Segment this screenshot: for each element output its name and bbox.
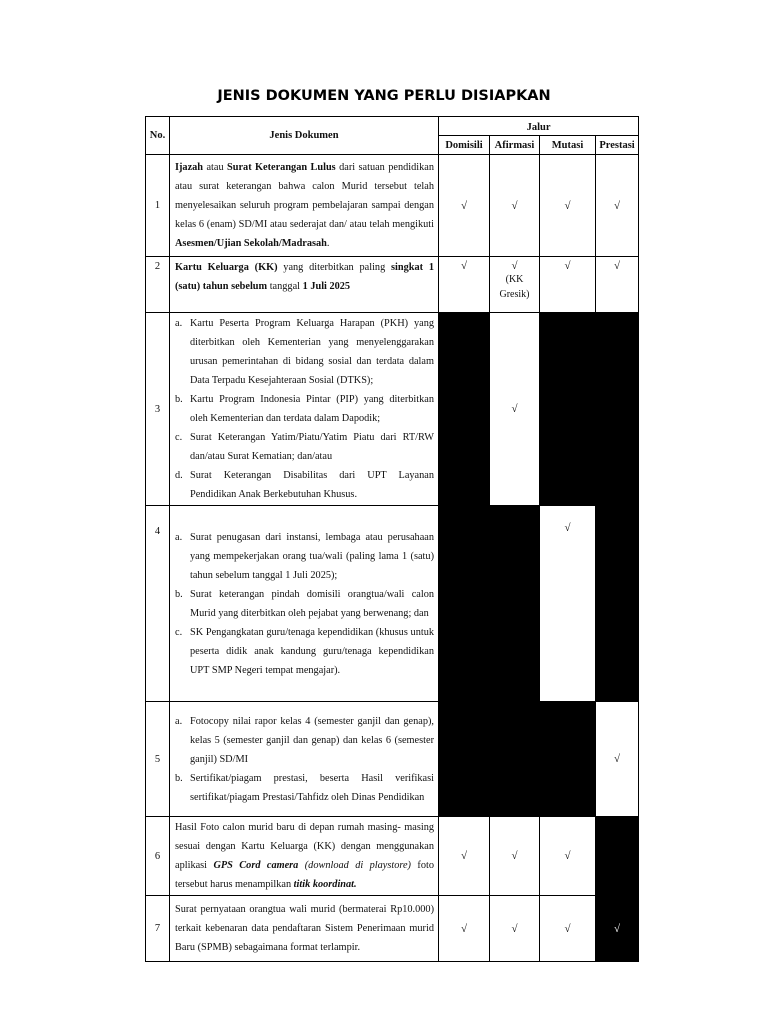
- document-description: Surat pernyataan orangtua wali murid (bermaterai Rp10.000) terkait kebenaran data pendaftaran Sistem Penerimaan murid Baru (SPMB) sebagaimana format terlampir.: [170, 896, 439, 962]
- check-afirmasi: √: [490, 313, 540, 506]
- check-prestasi: √: [596, 702, 639, 817]
- row-number: 1: [146, 155, 170, 257]
- row-number: 5: [146, 702, 170, 817]
- check-domisili: √: [439, 257, 490, 313]
- check-afirmasi: √: [490, 817, 540, 896]
- row-number: 3: [146, 313, 170, 506]
- list-item: b. Kartu Program Indonesia Pintar (PIP) yang diterbitkan oleh Kementerian dan terdata dalam Dapodik;: [175, 394, 434, 424]
- check-mutasi: √: [540, 155, 596, 257]
- list-item: b. Sertifikat/piagam prestasi, beserta Hasil verifikasi sertifikat/piagam Prestasi/Tahfidz oleh Dinas Pendidikan: [175, 772, 434, 803]
- header-jalur: Jalur: [439, 117, 639, 136]
- check-domisili: √: [439, 817, 490, 896]
- check-mutasi: √: [540, 506, 596, 702]
- table-row: [146, 702, 639, 817]
- check-afirmasi: √: [490, 155, 540, 257]
- check-prestasi: √: [596, 155, 639, 257]
- table-row: [146, 257, 639, 313]
- header-afirmasi: Afirmasi: [490, 136, 540, 155]
- document-description: [170, 506, 439, 702]
- table-row: [146, 155, 639, 257]
- row-number: 7: [146, 896, 170, 962]
- redacted-cell: [596, 313, 639, 506]
- documents-table: [145, 116, 639, 962]
- check-domisili: √: [439, 896, 490, 962]
- table-row: [146, 506, 639, 702]
- redacted-cell: [490, 506, 540, 702]
- check-mutasi: √: [540, 257, 596, 313]
- list-item: a. Surat penugasan dari instansi, lembaga atau perusahaan yang mempekerjakan orang tua/wali (paling lama 1 (satu) tahun sebelum tanggal 1 Juli 2025);: [175, 531, 434, 581]
- header-jenis-dokumen: Jenis Dokumen: [170, 117, 439, 155]
- document-description: [170, 313, 439, 506]
- header-domisili: Domisili: [439, 136, 490, 155]
- check-prestasi: √: [596, 257, 639, 313]
- table-row: [146, 817, 639, 896]
- list-item: c. SK Pengangkatan guru/tenaga kependidikan (khusus untuk peserta didik anak kandung guru/tenaga kependidikan UPT SMP Negeri tempat mengajar).: [175, 626, 434, 676]
- list-item: c. Surat Keterangan Yatim/Piatu/Yatim Piatu dari RT/RW dan/atau Surat Kematian; dan/atau: [175, 432, 434, 462]
- check-afirmasi: √ (KK Gresik): [490, 257, 540, 313]
- document-description: Ijazah atau Surat Keterangan Lulus dari satuan pendidikan atau surat keterangan bahwa calon Murid tersebut telah menyelesaikan seluruh program pembelajaran sampai dengan kelas 6 (enam) SD/MI atau sederajat dan/ atau telah mengikuti Asesmen/Ujian Sekolah/Madrasah.: [170, 155, 439, 257]
- list-item: b. Surat keterangan pindah domisili orangtua/wali calon Murid yang diterbitkan oleh pejabat yang berwenang; dan: [175, 588, 434, 619]
- redacted-cell: [596, 506, 639, 702]
- redacted-cell: [596, 817, 639, 896]
- redacted-cell: [439, 702, 490, 817]
- list-item: a. Kartu Peserta Program Keluarga Harapan (PKH) yang diterbitkan oleh Kementerian yang menyelenggarakan urusan pemerintahan di bidang sosial dan terdata dalam Data Terpadu Kesejahteraan Sosial (DTKS);: [175, 318, 434, 386]
- row-number: 6: [146, 817, 170, 896]
- redacted-cell: [439, 313, 490, 506]
- table-row: [146, 896, 639, 962]
- table-row: [146, 313, 639, 506]
- header-mutasi: Mutasi: [540, 136, 596, 155]
- document-description: Kartu Keluarga (KK) yang diterbitkan paling singkat 1 (satu) tahun sebelum tanggal 1 Juli 2025: [170, 257, 439, 313]
- redacted-cell: [540, 702, 596, 817]
- list-item: a. Fotocopy nilai rapor kelas 4 (semester ganjil dan genap), kelas 5 (semester ganjil dan genap) dan kelas 6 (semester ganjil) SD/MI: [175, 715, 434, 765]
- page-title: JENIS DOKUMEN YANG PERLU DISIAPKAN: [217, 88, 551, 104]
- document-description: [170, 702, 439, 817]
- check-afirmasi: √: [490, 896, 540, 962]
- row-number: 4: [146, 506, 170, 702]
- check-mutasi: √: [540, 896, 596, 962]
- check-mutasi: √: [540, 817, 596, 896]
- redacted-cell: [540, 313, 596, 506]
- redacted-cell: [439, 506, 490, 702]
- list-item: d. Surat Keterangan Disabilitas dari UPT Layanan Pendidikan Anak Berkebutuhan Khusus.: [175, 470, 434, 500]
- header-no: No.: [146, 117, 170, 155]
- header-prestasi: Prestasi: [596, 136, 639, 155]
- kk-gresik-note: (KK Gresik): [499, 274, 530, 300]
- redacted-cell: [490, 702, 540, 817]
- row-number: 2: [146, 257, 170, 313]
- header-row: [146, 117, 639, 136]
- check-domisili: √: [439, 155, 490, 257]
- document-description: Hasil Foto calon murid baru di depan rumah masing- masing sesuai dengan Kartu Keluarga (KK) dengan menggunakan aplikasi GPS Cord camera (download di playstore) foto tersebut harus menampilkan titik koordinat.: [170, 817, 439, 896]
- check-prestasi: √: [596, 896, 639, 962]
